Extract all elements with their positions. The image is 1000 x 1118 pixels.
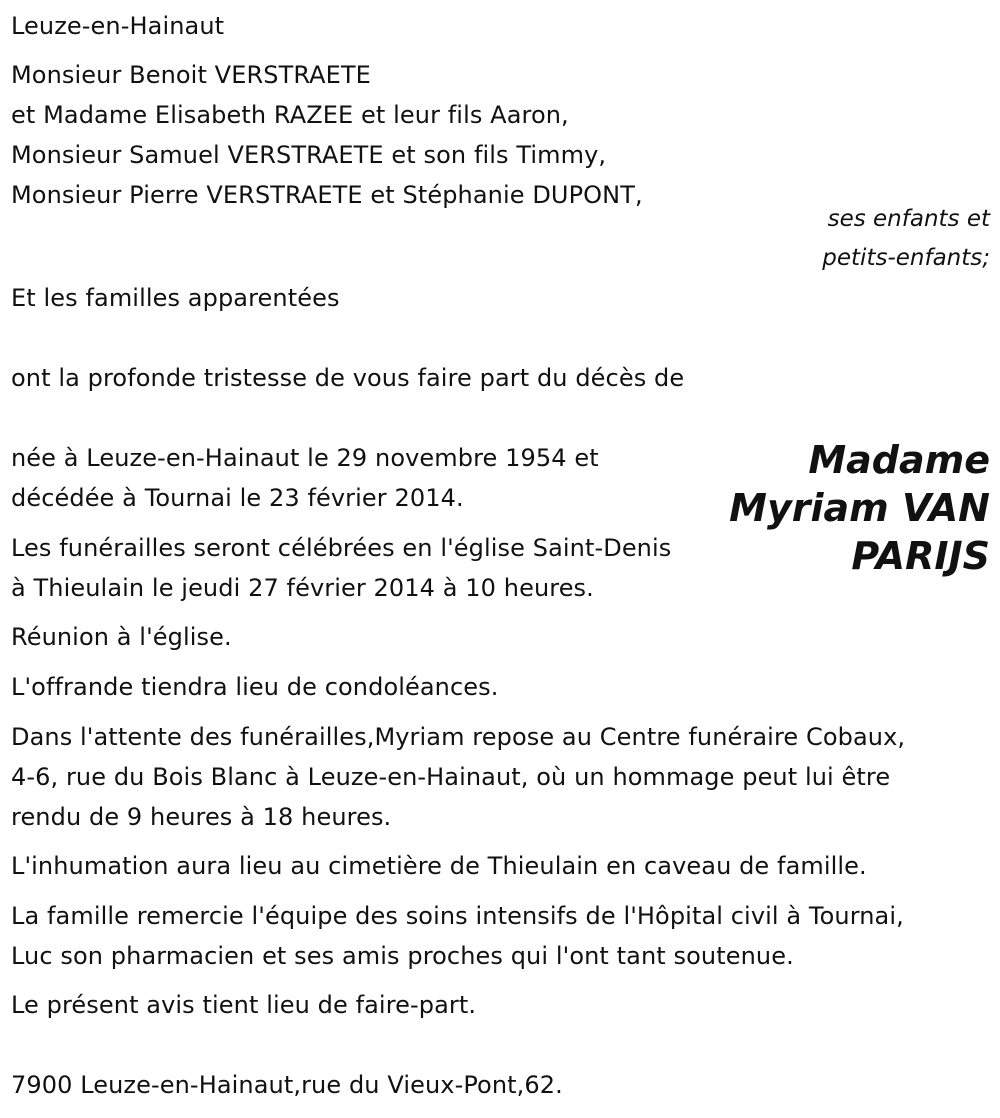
repose-line-1: Dans l'attente des funérailles,Myriam repose au Centre funéraire Cobaux,	[11, 723, 906, 751]
funeral-line-2: à Thieulain le jeudi 27 février 2014 à 10 heures.	[11, 574, 594, 602]
location-heading: Leuze-en-Hainaut	[11, 12, 225, 40]
meeting-text: Réunion à l'église.	[11, 623, 232, 651]
deceased-name	[670, 436, 990, 580]
relation-line-1: ses enfants et	[827, 206, 990, 232]
thanks-line-1: La famille remercie l'équipe des soins intensifs de l'Hôpital civil à Tournai,	[11, 902, 904, 930]
notice-note: Le présent avis tient lieu de faire-part.	[11, 991, 477, 1019]
family-line-3: Monsieur Samuel VERSTRAETE et son fils Timmy,	[11, 141, 607, 169]
thanks-line-2: Luc son pharmacien et ses amis proches qui l'ont tant soutenue.	[11, 942, 794, 970]
family-line-2: et Madame Elisabeth RAZEE et leur fils Aaron,	[11, 101, 569, 129]
deceased-name-line-1: Madame	[808, 438, 990, 482]
announcement: ont la profonde tristesse de vous faire part du décès de	[11, 364, 685, 392]
relation-line-2: petits-enfants;	[822, 245, 990, 271]
funeral-line-1: Les funérailles seront célébrées en l'église Saint-Denis	[11, 534, 672, 562]
family-line-1: Monsieur Benoit VERSTRAETE	[11, 61, 371, 89]
deceased-name-line-3: PARIJS	[851, 534, 990, 578]
deceased-name-line-2: Myriam VAN	[729, 486, 990, 530]
address: 7900 Leuze-en-Hainaut,rue du Vieux-Pont,62.	[11, 1071, 563, 1099]
birth-line: née à Leuze-en-Hainaut le 29 novembre 1954 et	[11, 444, 599, 472]
repose-line-2: 4-6, rue du Bois Blanc à Leuze-en-Hainaut, où un hommage peut lui être	[11, 763, 891, 791]
family-line-4: Monsieur Pierre VERSTRAETE et Stéphanie DUPONT,	[11, 181, 643, 209]
related-families: Et les familles apparentées	[11, 284, 340, 312]
death-line: décédée à Tournai le 23 février 2014.	[11, 484, 464, 512]
offering-text: L'offrande tiendra lieu de condoléances.	[11, 673, 499, 701]
burial-text: L'inhumation aura lieu au cimetière de Thieulain en caveau de famille.	[11, 852, 867, 880]
repose-line-3: rendu de 9 heures à 18 heures.	[11, 803, 392, 831]
